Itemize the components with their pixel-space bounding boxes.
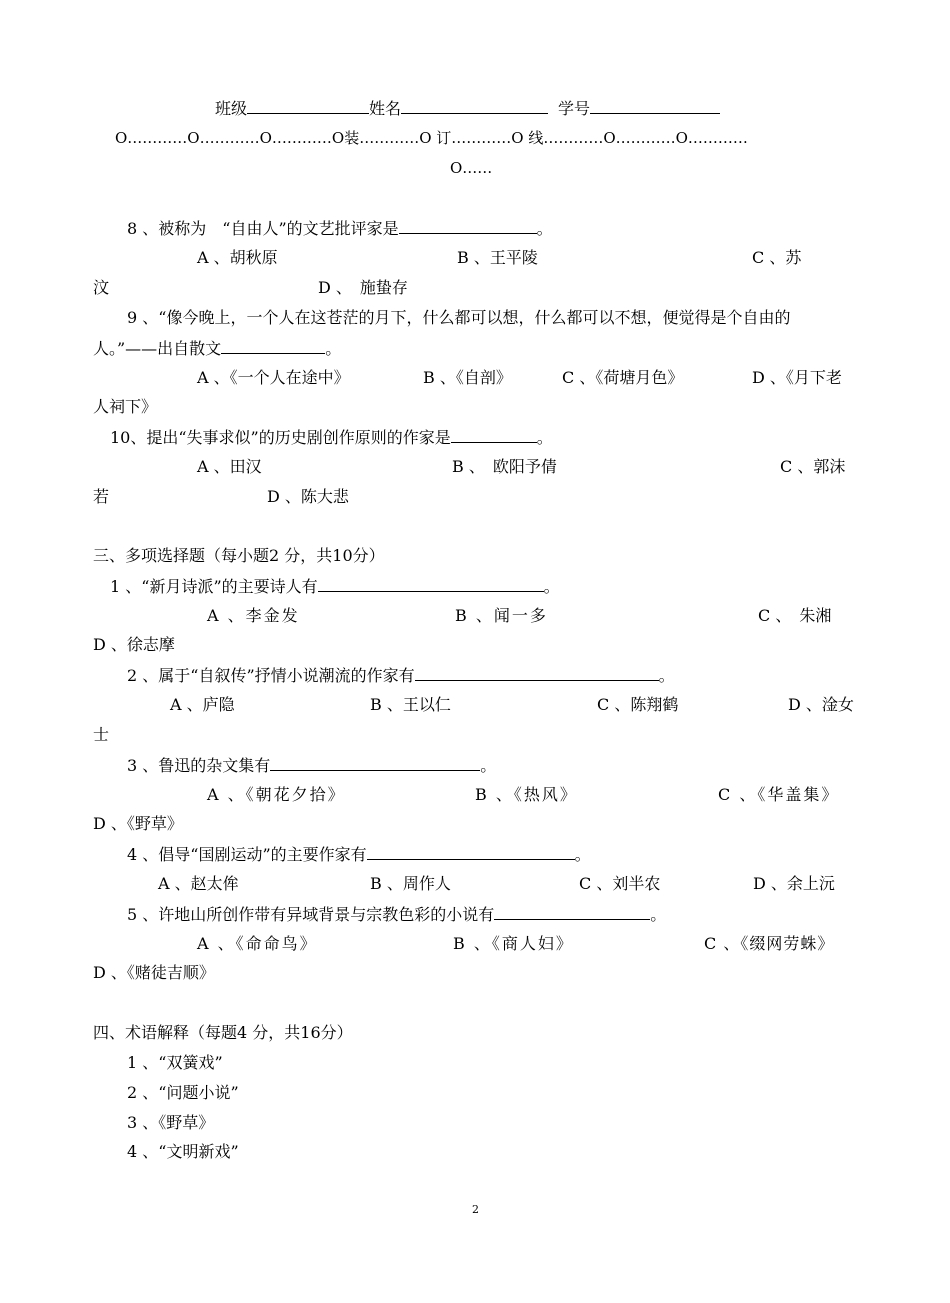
punctuation: 。 (536, 428, 553, 447)
answer-blank[interactable] (318, 576, 544, 592)
answer-blank[interactable] (270, 755, 480, 771)
punctuation: 。 (574, 845, 591, 864)
option-a: A 、《一个人在途中》 (197, 368, 350, 387)
option-c-continued: 若 (93, 487, 110, 506)
option-c: C 、 朱湘 (758, 606, 832, 625)
option-a: A 、《朝花夕拾》 (207, 785, 346, 804)
binding-line: O…………O…………O…………O装…………O 订…………O 线…………O…………O………… (115, 129, 748, 147)
term-item: 3 、《野草》 (127, 1113, 215, 1132)
option-c: C 、《缀网劳蛛》 (704, 934, 835, 953)
option-c: C 、刘半农 (579, 874, 661, 893)
option-c: C 、《华盖集》 (718, 785, 840, 804)
punctuation: 。 (325, 339, 342, 358)
option-d-continued: 人祠下》 (93, 397, 158, 416)
option-b: B 、王平陵 (457, 248, 538, 267)
answer-blank[interactable] (415, 665, 659, 681)
question-8 (127, 218, 553, 239)
option-a: A 、胡秋原 (197, 248, 278, 267)
option-a: A 、《命命鸟》 (197, 934, 318, 953)
question-stem: 8 、被称为 “自由人”的文艺批评家是 (127, 219, 399, 238)
option-d: D 、《野草》 (93, 814, 183, 833)
question-stem: 10、提出“失事求似”的历史剧创作原则的作家是 (110, 428, 451, 447)
term-item: 2 、“问题小说” (127, 1083, 239, 1102)
option-a: A 、庐隐 (170, 695, 235, 714)
punctuation: 。 (543, 577, 560, 596)
option-b: B 、《热风》 (475, 785, 578, 804)
multi-question-4 (127, 844, 591, 865)
question-stem: 5 、许地山所创作带有异域背景与宗教色彩的小说有 (127, 905, 495, 924)
answer-blank[interactable] (399, 218, 537, 234)
question-stem: 3 、鲁迅的杂文集有 (127, 756, 271, 775)
option-c: C 、郭沫 (780, 457, 846, 476)
section-title: 三、多项选择题（每小题2 分，共10分） (93, 546, 385, 565)
page-number: 2 (472, 1203, 479, 1216)
option-c: C 、《荷塘月色》 (562, 368, 684, 387)
option-d: D 、淦女 (788, 695, 854, 714)
question-stem: 2 、属于“自叙传”抒情小说潮流的作家有 (127, 666, 415, 685)
option-a: A 、田汉 (197, 457, 262, 476)
question-stem: 1 、“新月诗派”的主要诗人有 (110, 577, 318, 596)
option-b: B 、《商人妇》 (453, 934, 574, 953)
punctuation: 。 (650, 905, 667, 924)
question-stem: 4 、倡导“国剧运动”的主要作家有 (127, 845, 367, 864)
class-label: 班级 (215, 99, 248, 118)
option-d: D 、 施蛰存 (318, 278, 408, 297)
answer-blank[interactable] (367, 844, 575, 860)
binding-line-continued: O…… (450, 159, 493, 177)
option-a: A 、赵太侔 (158, 874, 239, 893)
question-9-continued (93, 338, 341, 359)
option-a: A 、李金发 (207, 606, 300, 625)
term-item: 4 、“文明新戏” (127, 1142, 239, 1161)
id-label: 学号 (558, 99, 591, 118)
punctuation: 。 (658, 666, 675, 685)
punctuation: 。 (536, 219, 553, 238)
answer-blank[interactable] (221, 338, 325, 354)
name-blank[interactable] (401, 98, 548, 114)
id-blank[interactable] (590, 98, 720, 114)
option-b: B 、闻一多 (455, 606, 548, 625)
option-b: B 、 欧阳予倩 (452, 457, 557, 476)
option-c-continued: 汶 (93, 278, 110, 297)
answer-blank[interactable] (494, 904, 650, 920)
name-label: 姓名 (369, 99, 402, 118)
option-d: D 、陈大悲 (267, 487, 349, 506)
option-d-continued: 士 (93, 725, 110, 744)
question-9: 9 、“像今晚上，一个人在这苍茫的月下，什么都可以想，什么都可以不想，便觉得是个自由的 (127, 308, 791, 327)
option-b: B 、王以仁 (370, 695, 451, 714)
multi-question-3 (127, 755, 496, 776)
student-info-line (215, 98, 720, 119)
option-d: D 、余上沅 (753, 874, 835, 893)
multi-question-2 (127, 665, 675, 686)
option-c: C 、苏 (752, 248, 802, 267)
option-d: D 、徐志摩 (93, 635, 175, 654)
question-10 (110, 427, 553, 448)
option-b: B 、周作人 (370, 874, 451, 893)
option-d: D 、《月下老 (752, 368, 842, 387)
term-item: 1 、“双簧戏” (127, 1053, 223, 1072)
question-stem: 人。”——出自散文 (93, 339, 222, 358)
section-title: 四、术语解释（每题4 分，共16分） (93, 1023, 353, 1042)
class-blank[interactable] (247, 98, 369, 114)
option-d: D 、《赌徒吉顺》 (93, 963, 215, 982)
option-c: C 、陈翔鹤 (597, 695, 679, 714)
answer-blank[interactable] (451, 427, 537, 443)
multi-question-5 (127, 904, 666, 925)
option-b: B 、《自剖》 (423, 368, 512, 387)
multi-question-1 (110, 576, 560, 597)
punctuation: 。 (480, 756, 497, 775)
